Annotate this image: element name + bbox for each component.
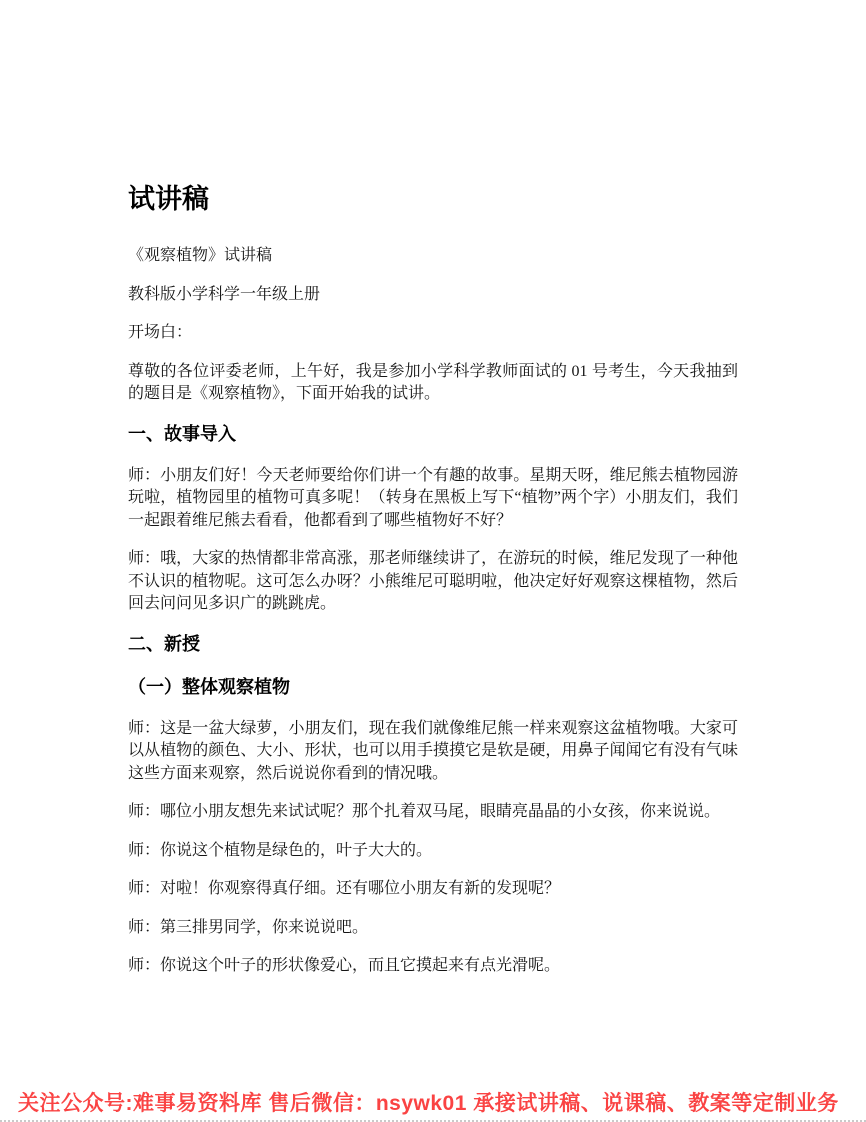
subsection-1-paragraph-1: 师：这是一盆大绿萝，小朋友们，现在我们就像维尼熊一样来观察这盆植物哦。大家可以从植物的颜色、大小、形状，也可以用手摸摸它是软是硬，用鼻子闻闻它有没有气味这些方面来观察，然后说说你看到的情况哦。 xyxy=(128,719,738,782)
opening-label: 开场白： xyxy=(128,324,193,341)
footer-banner xyxy=(0,1088,866,1122)
opening-paragraph: 尊敬的各位评委老师，上午好，我是参加小学科学教师面试的 01 号考生，今天我抽到的题目是《观察植物》，下面开始我的试讲。 xyxy=(128,362,738,402)
subsection-1-paragraph-4: 师：对啦！你观察得真仔细。还有哪位小朋友有新的发现呢？ xyxy=(128,880,561,897)
footer-promo-text: 关注公众号:难事易资料库 售后微信：nsywk01 承接试讲稿、说课稿、教案等定制业务 xyxy=(18,1092,839,1115)
subsection-1-paragraph-2: 师：哪位小朋友想先来试试呢？那个扎着双马尾，眼睛亮晶晶的小女孩，你来说说。 xyxy=(128,803,721,820)
document-title: 试讲稿 xyxy=(128,184,209,214)
section-1-paragraph-1: 师：小朋友们好！今天老师要给你们讲一个有趣的故事。星期天呀，维尼熊去植物园游玩啦，植物园里的植物可真多呢！（转身在黑板上写下“植物”两个字）小朋友们，我们一起跟着维尼熊去看看，他都看到了哪些植物好不好？ xyxy=(128,466,738,529)
document-subtitle: 《观察植物》试讲稿 xyxy=(128,247,273,264)
subsection-1-heading: （一）整体观察植物 xyxy=(128,676,290,697)
subsection-1-paragraph-6: 师：你说这个叶子的形状像爱心，而且它摸起来有点光滑呢。 xyxy=(128,957,561,974)
textbook-edition: 教科版小学科学一年级上册 xyxy=(128,285,321,303)
section-1-paragraph-2: 师：哦，大家的热情都非常高涨，那老师继续讲了，在游玩的时候，维尼发现了一种他不认识的植物呢。这可怎么办呀？小熊维尼可聪明啦，他决定好好观察这棵植物，然后回去问问见多识广的跳跳虎。 xyxy=(128,550,738,612)
section-2-heading: 二、新授 xyxy=(128,633,200,654)
subsection-1-paragraph-5: 师：第三排男同学，你来说说吧。 xyxy=(128,918,369,936)
section-1-heading: 一、故事导入 xyxy=(128,423,236,444)
subsection-1-paragraph-3: 师：你说这个植物是绿色的，叶子大大的。 xyxy=(128,841,433,859)
